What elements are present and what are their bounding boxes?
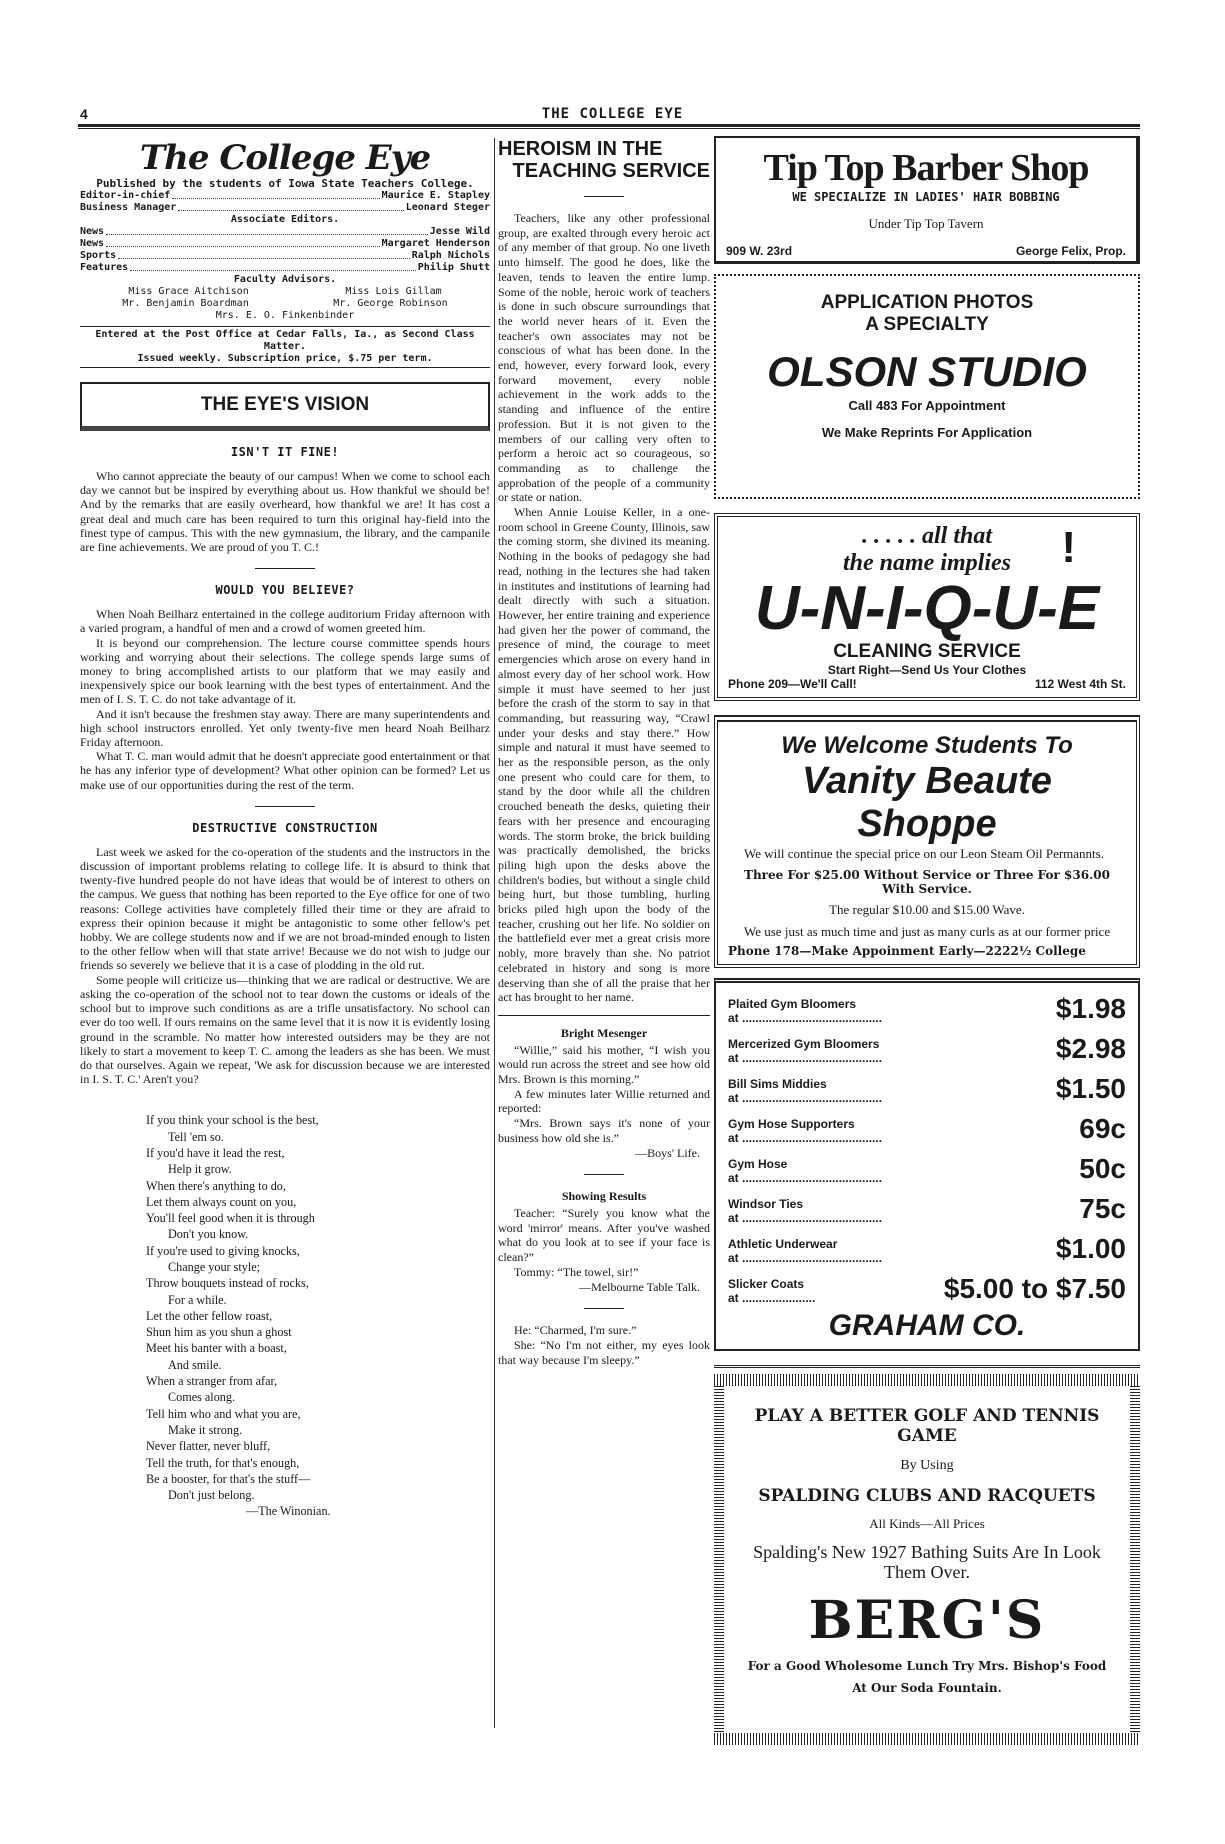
paragraph: When Noah Beilharz entertained in the college auditorium Friday afternoon with a varied program, a handful of men and a crowd of women greeted him. xyxy=(80,607,490,636)
poem-line: Let the other fellow roast, xyxy=(146,1308,273,1323)
staff-row xyxy=(80,226,490,238)
ad-line: SPALDING CLUBS AND RACQUETS xyxy=(758,1486,1096,1506)
price-item: Gym Hose at .......................................... 50c xyxy=(728,1153,1126,1185)
ad-line: All Kinds—All Prices xyxy=(869,1516,985,1531)
border-ornament xyxy=(714,1733,1140,1745)
published-by: Published by the students of Iowa State Teachers College. xyxy=(96,177,474,190)
entry-notice: Entered at the Post Office at Cedar Falls, Ia., as Second Class Matter. xyxy=(95,329,475,352)
item-price: $5.00 to $7.50 xyxy=(943,1273,1126,1304)
at: at xyxy=(728,1131,739,1145)
advisor: Mr. Benjamin Boardman xyxy=(122,298,249,309)
advisor: Miss Lois Gillam xyxy=(345,286,442,297)
ad-title: GRAHAM CO. xyxy=(828,1309,1026,1342)
associate-heading: Associate Editors. xyxy=(230,214,340,225)
article-title: HEROISM IN THE xyxy=(498,138,663,160)
ad-title: Tip Top Barber Shop xyxy=(763,147,1089,189)
price-item: Windsor Ties at .......................................... 75c xyxy=(728,1193,1126,1225)
price-item: Slicker Coats at ...................... $5.00 to $7.50 xyxy=(728,1273,1126,1305)
divider xyxy=(255,806,315,807)
at: at xyxy=(728,1171,739,1185)
paragraph: And it isn't because the freshmen stay away. There are many superintendents and high school instructors enrolled. Yet only twenty-five men heard Noah Beilharz Friday afternoon. xyxy=(80,706,490,750)
article-title: TEACHING SERVICE xyxy=(512,160,710,182)
item-name: Gym Hose Supporters xyxy=(728,1117,855,1131)
poem xyxy=(146,1112,490,1519)
at: at xyxy=(728,1251,739,1265)
price-item: Bill Sims Middies at .......................................... $1.50 xyxy=(728,1073,1126,1105)
joke-title: Showing Results xyxy=(561,1189,647,1204)
advisor: Mr. George Robinson xyxy=(333,298,448,309)
ad-line: Spalding's New 1927 Bathing Suits Are In Look Them Over. xyxy=(753,1542,1101,1582)
poem-line: Let them always count on you, xyxy=(146,1194,297,1209)
role: News xyxy=(80,226,105,237)
item-name: Plaited Gym Bloomers xyxy=(728,997,857,1011)
divider xyxy=(255,568,315,569)
ad-line: the name implies xyxy=(843,550,1011,576)
section-heading: WOULD YOU BELIEVE? xyxy=(215,583,355,598)
poem-line: If you're used to giving knocks, xyxy=(146,1243,300,1258)
ad-line: . . . . . all that xyxy=(861,523,993,549)
ad-text: The regular $10.00 and $15.00 Wave. xyxy=(829,902,1025,917)
paragraph: Teacher: “Surely you know what the word 'mirror' means. After you've washed what do you look at to see if your face is clean?” xyxy=(498,1206,710,1265)
section-heading: DESTRUCTIVE CONSTRUCTION xyxy=(192,820,378,835)
ad-line: Call 483 For Appointment xyxy=(848,398,1006,413)
role: News xyxy=(80,238,105,249)
at: at xyxy=(728,1211,739,1225)
staff-row xyxy=(80,262,490,274)
item-price: $1.50 xyxy=(1055,1073,1126,1104)
paragraph: “Willie,” said his mother, “I wish you would run across the street and see how old Mrs. Brown is this morning.” xyxy=(498,1042,710,1087)
name: Jesse Wild xyxy=(429,226,490,237)
advisor: Miss Grace Aitchison xyxy=(128,286,249,297)
vision-heading: THE EYE'S VISION xyxy=(80,382,490,431)
paragraph: It is beyond our comprehension. The lecture course committee spends hours working and worrying about their selections. The college spends large sums of money to bring accomplished artists to our platform that we may easily and inexpensively spice our book learning with the best types of entertainment. And the men of I. S. T. C. do not take advantage of it. xyxy=(80,635,490,707)
ad-line: We Welcome Students To xyxy=(781,732,1073,759)
poem-line: Make it strong. xyxy=(168,1422,243,1437)
page-number: 4 xyxy=(80,106,88,122)
staff-row xyxy=(80,190,490,202)
ad-line: We Make Reprints For Application xyxy=(821,425,1033,440)
item-name: Mercerized Gym Bloomers xyxy=(728,1037,880,1051)
item-price: 69c xyxy=(1079,1113,1126,1144)
masthead-title: The College Eye xyxy=(139,138,431,178)
exclamation: ! xyxy=(1061,523,1076,572)
border-ornament xyxy=(714,1386,724,1733)
ad-title: Vanity Beaute Shoppe xyxy=(802,760,1052,845)
poem-line: Don't you know. xyxy=(168,1227,249,1242)
paragraph: Tommy: “The towel, sir!” xyxy=(514,1264,639,1279)
left-column xyxy=(80,138,490,1520)
item-name: Bill Sims Middies xyxy=(728,1077,827,1091)
ad-tagline: WE SPECIALIZE IN LADIES' HAIR BOBBING xyxy=(792,190,1060,204)
poem-line: When a stranger from afar, xyxy=(146,1374,278,1389)
paragraph: Some people will criticize us—thinking that we are radical or destructive. We are asking the co-operation of the school not to tear down the customs or ideals of the school but to improve such conditions as are a trifle unsatisfactory. No school can ever do too well. If ours remains on the same level that it is now it is evidently losing ground in the scramble. No matter how interested outsiders may be they are not likely to start a movement to keep T. C. among the leaders as she has been. We must do that ourselves. Again we repeat, 'We ask for discussion because we are interested in I. S. T. C.' Aren't you? xyxy=(80,972,490,1087)
at: at xyxy=(728,1011,739,1025)
joke-source: —Melbourne Table Talk. xyxy=(579,1279,700,1294)
ad-line: Start Right—Send Us Your Clothes xyxy=(827,663,1027,677)
ad-address: 909 W. 23rd xyxy=(726,244,793,258)
paragraph: “Mrs. Brown says it's none of your business how old she is.” xyxy=(498,1116,710,1145)
divider xyxy=(584,196,624,197)
divider xyxy=(584,1174,624,1175)
paragraph: A few minutes later Willie returned and reported: xyxy=(498,1086,710,1116)
item-name: Slicker Coats xyxy=(728,1277,805,1291)
ad-title: OLSON STUDIO xyxy=(767,348,1087,395)
ad-phone: Phone 178—Make Appoinment Early—2222½ College xyxy=(728,944,1086,958)
poem-line: Comes along. xyxy=(168,1390,236,1405)
item-name: Windsor Ties xyxy=(728,1197,804,1211)
ad-phone: Phone 209—We'll Call! xyxy=(728,677,857,691)
name: Margaret Henderson xyxy=(381,238,490,249)
staff-row xyxy=(80,250,490,262)
paragraph: He: “Charmed, I'm sure.” xyxy=(514,1323,637,1338)
ad-line: APPLICATION PHOTOS xyxy=(820,292,1034,313)
ad-title: BERG'S xyxy=(808,1590,1046,1651)
item-name: Gym Hose xyxy=(728,1157,788,1171)
role: Sports xyxy=(80,250,117,261)
ad-olson-studio xyxy=(714,274,1140,499)
role: Business Manager xyxy=(80,202,177,213)
ad-address: 112 West 4th St. xyxy=(1034,677,1126,691)
subscription-notice: Issued weekly. Subscription price, $.75 per term. xyxy=(137,353,433,364)
poem-line: If you think your school is the best, xyxy=(146,1113,319,1128)
poem-line: Throw bouquets instead of rocks, xyxy=(146,1276,309,1291)
poem-line: Be a booster, for that's the stuff— xyxy=(146,1471,311,1486)
ad-line: PLAY A BETTER GOLF AND TENNIS GAME xyxy=(754,1406,1100,1446)
ads-column xyxy=(714,136,1140,1745)
border-ornament xyxy=(1130,1386,1140,1733)
poem-line: Never flatter, never bluff, xyxy=(146,1439,271,1454)
poem-line: If you'd have it lead the rest, xyxy=(146,1145,285,1160)
price-item: Athletic Underwear at .......................................... $1.00 xyxy=(728,1233,1126,1265)
ad-line: By Using xyxy=(900,1458,954,1473)
poem-line: For a while. xyxy=(168,1292,227,1307)
ad-line: At Our Soda Fountain. xyxy=(852,1681,1002,1695)
item-price: $1.98 xyxy=(1055,993,1126,1024)
role: Editor-in-chief xyxy=(80,190,171,201)
role: Features xyxy=(80,262,129,273)
ad-bergs xyxy=(714,1365,1140,1745)
poem-line: Tell 'em so. xyxy=(168,1129,224,1144)
item-price: $1.00 xyxy=(1055,1233,1126,1264)
ad-proprietor: George Felix, Prop. xyxy=(1015,244,1126,258)
advisor: Mrs. E. O. Finkenbinder xyxy=(215,310,355,321)
at: at xyxy=(728,1051,739,1065)
ad-line: A SPECIALTY xyxy=(865,314,989,335)
at: at xyxy=(728,1291,739,1305)
paragraph: What T. C. man would admit that he doesn't appreciate good entertainment or that he has any inferior type of development? What other opinion can be formed? Let us make use of our opportunities during the rest of the term. xyxy=(80,749,490,792)
poem-line: Tell the truth, for that's enough, xyxy=(146,1455,300,1470)
staff-row xyxy=(80,202,490,214)
ad-location: Under Tip Top Tavern xyxy=(868,216,984,231)
name: Ralph Nichols xyxy=(411,250,490,261)
item-price: 50c xyxy=(1079,1153,1126,1184)
poem-source: —The Winonian. xyxy=(246,1504,331,1519)
poem-line: Change your style; xyxy=(168,1259,261,1274)
paragraph: Who cannot appreciate the beauty of our campus! When we come to school each day we cannot but be inspired by everything about us. How thankful we should be! And by the remarks that are easily overheard, how thankful we are! It has cost a great deal and much care has been required to turn this original hay-field into the finest type of campus. This with the new gymnasium, the library, and the campanile are fine achievements. We are proud of you T. C.! xyxy=(80,469,490,555)
ad-text: Three For $25.00 Without Service or Three For $36.00 With Service. xyxy=(744,868,1110,896)
ad-unique-cleaning xyxy=(714,513,1140,701)
ad-graham-co xyxy=(714,978,1140,1351)
ad-text: We use just as much time and just as many curls as at our former price xyxy=(744,924,1111,939)
name: Leonard Steger xyxy=(405,202,490,213)
paragraph: Teachers, like any other professional group, are exalted through every heroic act of any member of that group. No one liveth unto himself. The good he does, like the leaven, tends to leaven the entire lump. Some of the noble, heroic work of teachers is done in such obscure surroundings that the world never hears of it. Even the teacher's own associates may not be conscious of what has been done. In the end, however, every forward look, every forward movement, every noble achievement in the work adds to the standing and influence of the entire profession. But it is not given to the members of our calling very often to perform a heroic act so courageous, so commanding as to challenge the approbation of the people of a community or state or nation. xyxy=(498,211,710,505)
ad-text: We will continue the special price on our Leon Steam Oil Permannts. xyxy=(744,846,1104,861)
advisors-heading: Faculty Advisors. xyxy=(233,274,337,285)
column-divider xyxy=(494,138,495,1728)
ad-line: CLEANING SERVICE xyxy=(833,641,1021,662)
item-name: Athletic Underwear xyxy=(728,1237,838,1251)
at: at xyxy=(728,1091,739,1105)
price-item: Gym Hose Supporters at .......................................... 69c xyxy=(728,1113,1126,1145)
ad-line: For a Good Wholesome Lunch Try Mrs. Bishop's Food xyxy=(747,1659,1107,1673)
middle-column xyxy=(498,138,710,1367)
divider xyxy=(584,1308,624,1309)
poem-line: Tell him who and what you are, xyxy=(146,1406,301,1421)
section-heading: ISN'T IT FINE! xyxy=(230,445,340,459)
poem-line: You'll feel good when it is through xyxy=(146,1211,315,1226)
joke-title: Bright Mesenger xyxy=(560,1025,648,1040)
poem-line: Meet his banter with a boast, xyxy=(146,1341,287,1356)
paragraph: When Annie Louise Keller, in a one-room school in Greene County, Illinois, saw the coming storm, she divined its meaning. Nothing in the books of pedagogy she had read, nothing in the lectures she had taken in institutes and institutions of learning had dealt directly with such a situation. However, her entire training and experience had given her the power of command, the presence of mind, the courage to meet emergencies which arose on every hand in almost every day of her school work. How simple it must have seemed to her just before the crash of the storm to say in that commanding, but reassuring way, “Crawl under your desks and stay there.” How simple and natural it must have seemed to her as the responsible person, as the only one present who could care for them, to stand by the door while all the children crouched beneath the desks, quieting their fears with her presence and encouraging words. The storm broke, the brick building was practically demolished, the bricks piling high upon the desks above the children's bodies, but without a single child being hurt, but those tumbling, hurling bricks piled high upon the body of the teacher, crushing out her life. No soldier on the battlefield ever met a great crisis more nobly, more bravely than she. No patriot celebrated in history and song is more deserving than she of all the praise that her act has brought to her name. xyxy=(498,505,710,1005)
staff-row xyxy=(80,238,490,250)
name: Maurice E. Stapley xyxy=(381,190,490,201)
poem-line: Shun him as you shun a ghost xyxy=(146,1325,292,1340)
ad-tip-top-barber xyxy=(714,136,1140,264)
poem-line: And smile. xyxy=(168,1357,222,1372)
running-head: THE COLLEGE EYE xyxy=(541,106,684,122)
price-item: Mercerized Gym Bloomers at .......................................... $2.98 xyxy=(728,1033,1126,1065)
border-ornament xyxy=(714,1374,1140,1386)
poem-line: When there's anything to do, xyxy=(146,1178,286,1193)
divider xyxy=(498,1015,710,1016)
item-price: 75c xyxy=(1079,1193,1126,1224)
paragraph: She: “No I'm not either, my eyes look that way because I'm sleepy.” xyxy=(498,1337,710,1367)
ad-vanity-beaute xyxy=(714,715,1140,968)
price-item: Plaited Gym Bloomers at .......................................... $1.98 xyxy=(728,993,1126,1025)
joke-source: —Boys' Life. xyxy=(635,1145,700,1160)
top-rule xyxy=(78,124,1140,129)
ad-title: U-N-I-Q-U-E xyxy=(754,574,1100,643)
item-price: $2.98 xyxy=(1055,1033,1126,1064)
paragraph: Last week we asked for the co-operation of the students and the instructors in the discussion of important problems relating to college life. It is absurd to think that twenty-five hundred people do not have ideas that would be of interest to others on the campus. We guess that nothing has been reported to the Eye office for one of two reasons: College activities have completely filled their time or they are afraid to express their opinion because it might be antagonistic to some other fellow's pet hobby. We are college students now and if we are not broad-minded enough to listen to the other fellow when will that state arrive! Because we do not wish to judge our friends so severely we believe that it is a case of plodding in the old rut. xyxy=(80,844,490,973)
poem-line: Don't just belong. xyxy=(168,1488,255,1503)
name: Philip Shutt xyxy=(417,262,490,273)
poem-line: Help it grow. xyxy=(168,1162,232,1177)
